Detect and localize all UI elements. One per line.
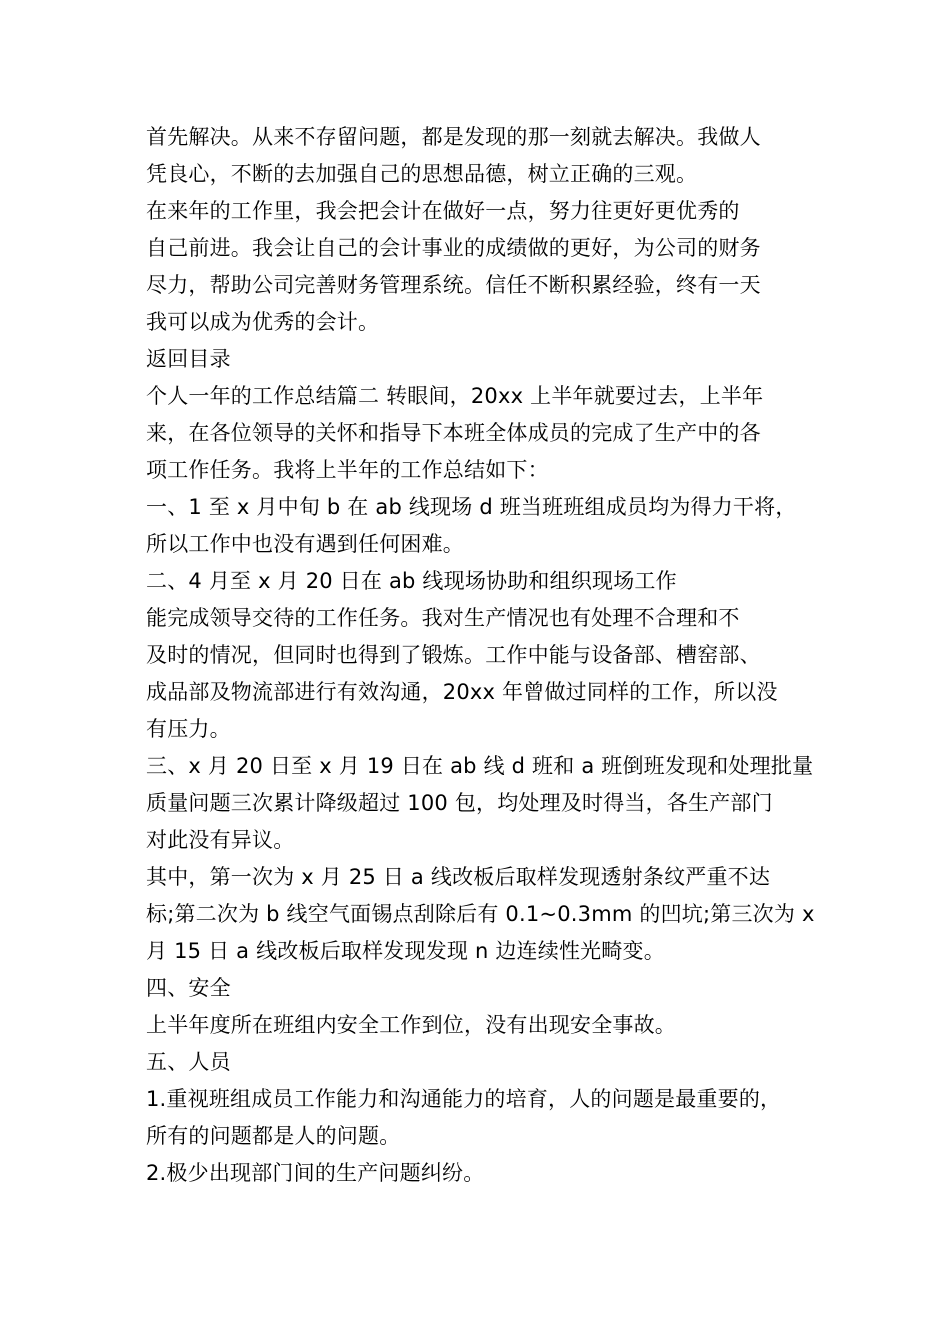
text-line: 对此没有异议。 (146, 828, 295, 852)
return-to-toc-link[interactable]: 返回目录 (146, 347, 231, 371)
text-line: 及时的情况，但同时也得到了锻炼。工作中能与设备部、槽窑部、 (146, 643, 761, 667)
text-line: 2.极少出现部门间的生产问题纠纷。 (146, 1161, 485, 1185)
text-line: 质量问题三次累计降级超过 100 包，均处理及时得当，各生产部门 (146, 791, 773, 815)
text-line: 成品部及物流部进行有效沟通，20xx 年曾做过同样的工作，所以没 (146, 680, 778, 704)
text-line: 有压力。 (146, 717, 231, 741)
text-line: 上半年度所在班组内安全工作到位，没有出现安全事故。 (146, 1013, 676, 1037)
text-line: 其中，第一次为 x 月 25 日 a 线改板后取样发现透射条纹严重不达 (146, 865, 771, 889)
text-line: 首先解决。从来不存留问题，都是发现的那一刻就去解决。我做人 (146, 125, 761, 149)
text-line: 凭良心，不断的去加强自己的思想品德，树立正确的三观。 (146, 162, 698, 186)
text-line: 能完成领导交待的工作任务。我对生产情况也有处理不合理和不 (146, 606, 740, 630)
text-line: 二、4 月至 x 月 20 日在 ab 线现场协助和组织现场工作 (146, 569, 677, 593)
text-line: 来，在各位领导的关怀和指导下本班全体成员的完成了生产中的各 (146, 421, 761, 445)
text-line: 在来年的工作里，我会把会计在做好一点，努力往更好更优秀的 (146, 199, 740, 223)
text-line: 所以工作中也没有遇到任何困难。 (146, 532, 464, 556)
text-line: 自己前进。我会让自己的会计事业的成绩做的更好，为公司的财务 (146, 236, 761, 260)
text-line: 1.重视班组成员工作能力和沟通能力的培育，人的问题是最重要的， (146, 1087, 782, 1111)
text-line: 三、x 月 20 日至 x 月 19 日在 ab 线 d 班和 a 班倒班发现和处理批量 (146, 754, 814, 778)
text-line: 四、安全 (146, 976, 231, 1000)
text-line: 我可以成为优秀的会计。 (146, 310, 380, 334)
text-line: 项工作任务。我将上半年的工作总结如下： (146, 458, 549, 482)
text-line: 尽力，帮助公司完善财务管理系统。信任不断积累经验，终有一天 (146, 273, 761, 297)
text-line: 所有的问题都是人的问题。 (146, 1124, 401, 1148)
text-line: 五、人员 (146, 1050, 231, 1074)
text-line: 月 15 日 a 线改板后取样发现发现 n 边连续性光畸变。 (146, 939, 665, 963)
section-heading: 个人一年的工作总结篇二 转眼间，20xx 上半年就要过去，上半年 (146, 384, 764, 408)
text-line: 标;第二次为 b 线空气面锡点刮除后有 0.1~0.3mm 的凹坑;第三次为 x (146, 902, 815, 926)
text-line: 一、1 至 x 月中旬 b 在 ab 线现场 d 班当班班组成员均为得力干将， (146, 495, 797, 519)
